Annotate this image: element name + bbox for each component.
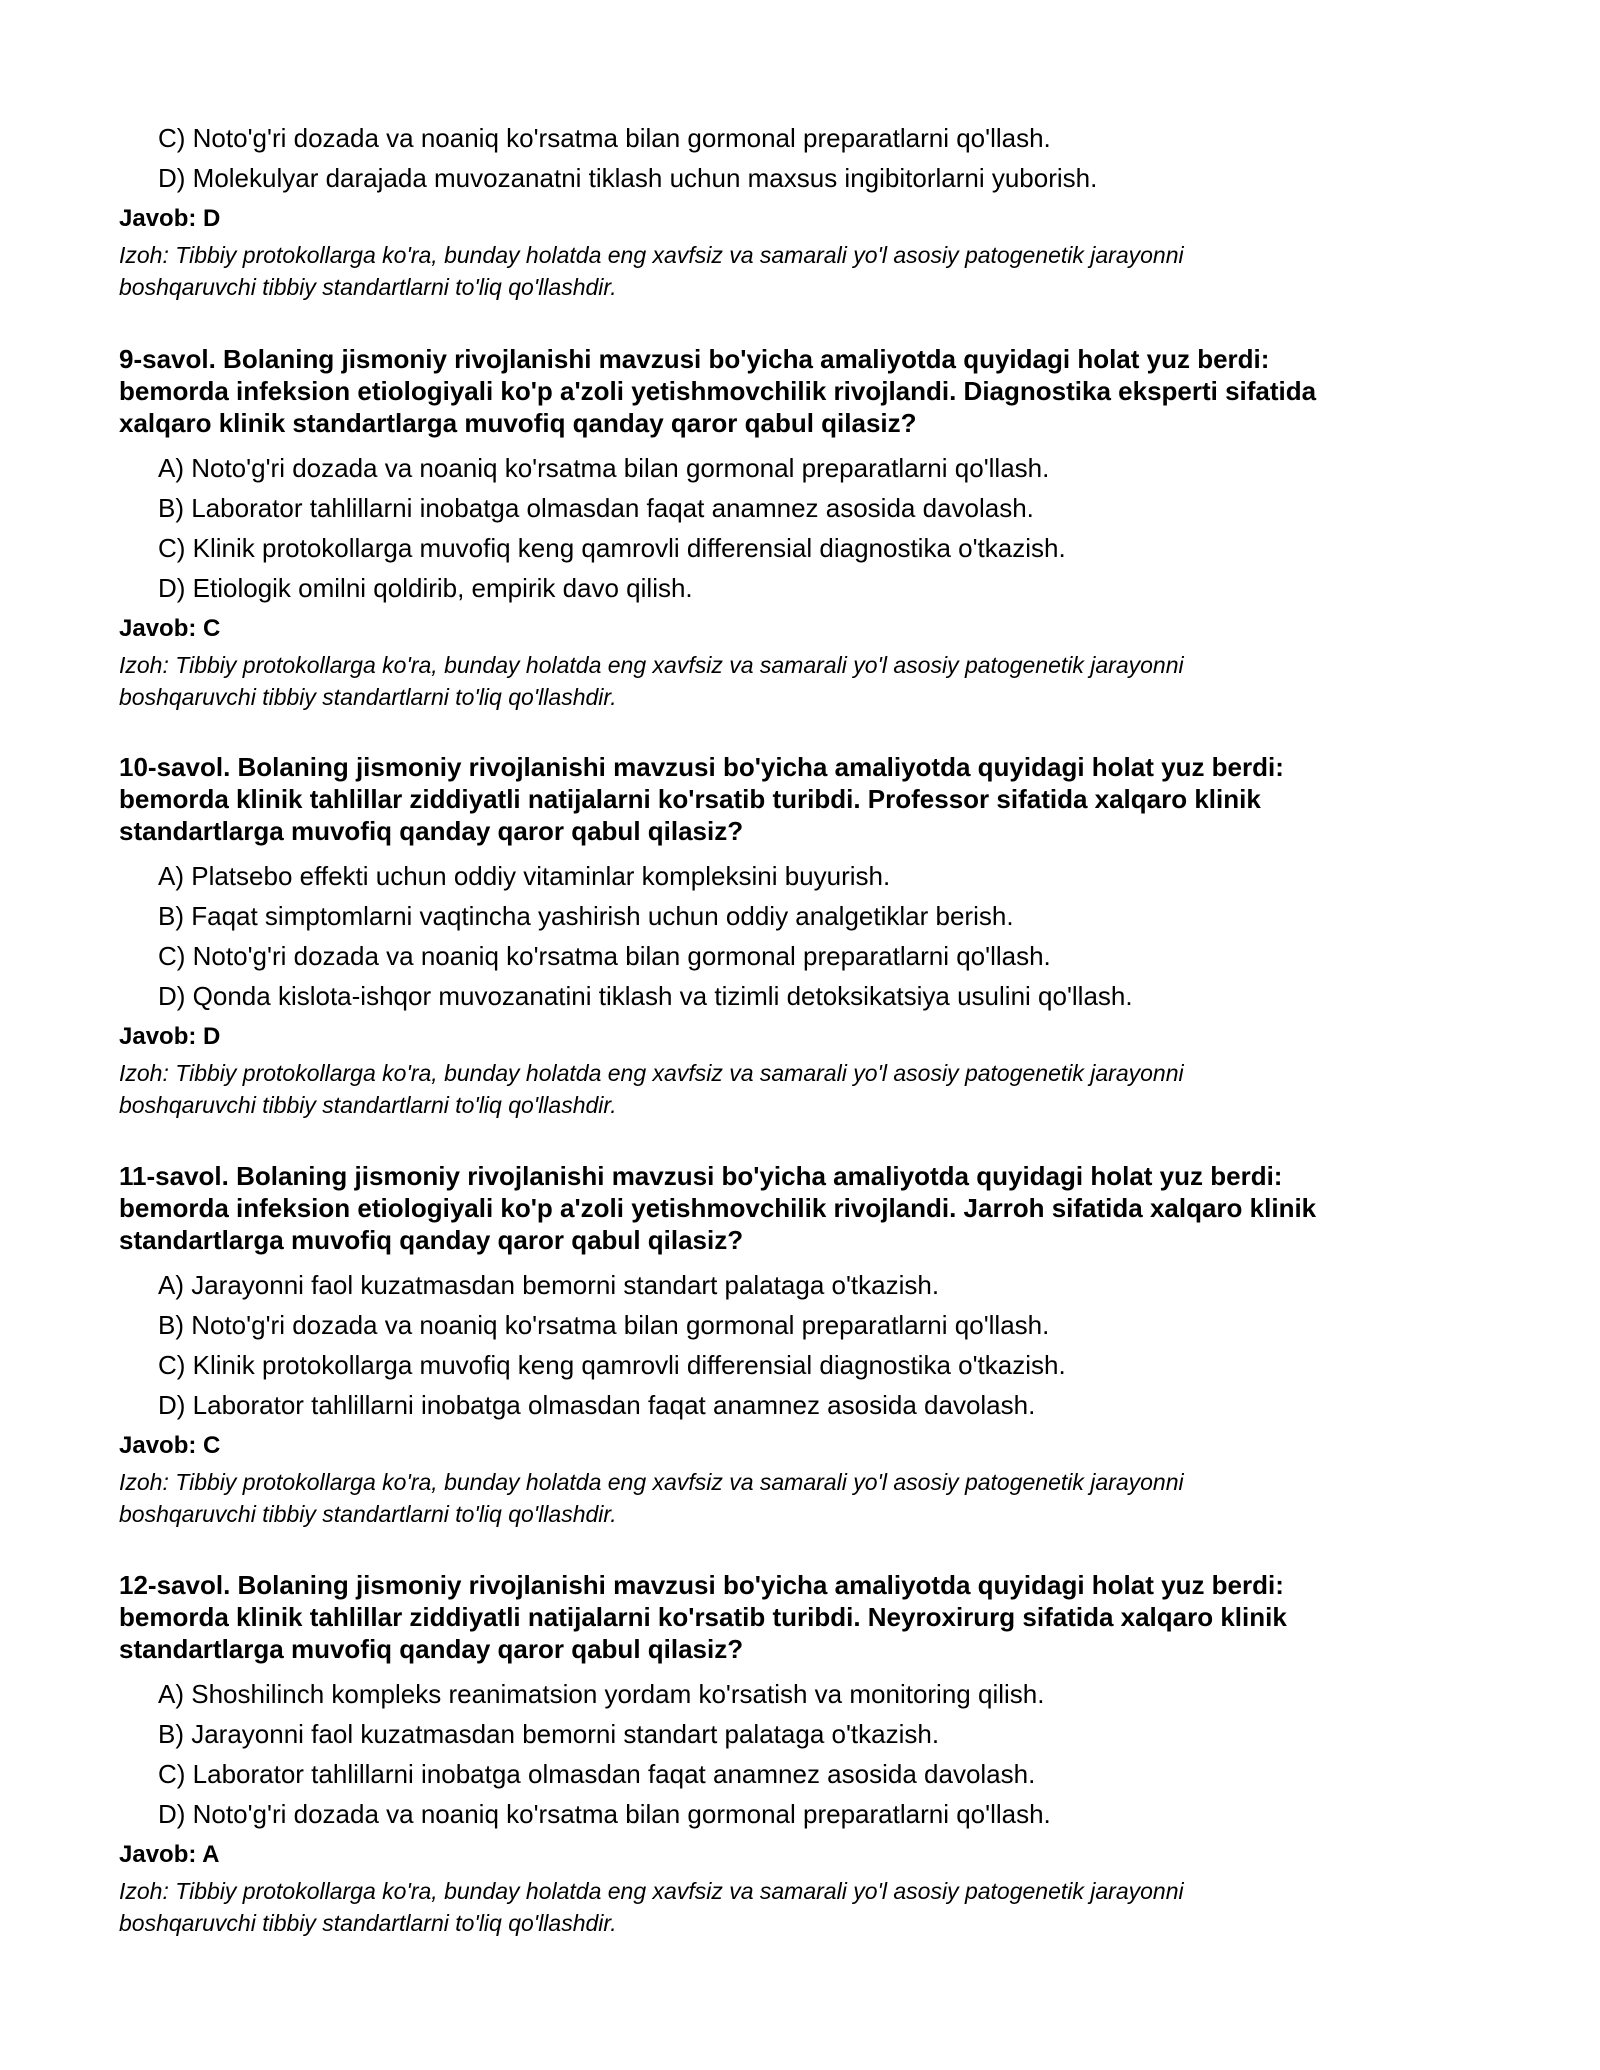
answer-label: Javob: C [119,1432,221,1459]
question-line: bemorda klinik tahlillar ziddiyatli natijalarni ko'rsatib turibdi. Neyroxirurg sifatida xalqaro klinik [119,1602,1287,1632]
answer-label: Javob: D [119,1023,221,1050]
question-line: 12-savol. Bolaning jismoniy rivojlanishi mavzusi bo'yicha amaliyotda quyidagi holat yuz berdi: [119,1570,1284,1600]
question-8-continuation [119,118,1519,303]
option-c: C) Noto'g'ri dozada va noaniq ko'rsatma bilan gormonal preparatlarni qo'llash. [158,123,1051,153]
question-9 [119,343,1519,713]
option-b: B) Faqat simptomlarni vaqtincha yashirish uchun oddiy analgetiklar berish. [158,901,1014,931]
answer-label: Javob: C [119,615,221,642]
question-12 [119,1569,1519,1939]
option-a: A) Platsebo effekti uchun oddiy vitaminlar kompleksini buyurish. [158,861,891,891]
question-11 [119,1160,1519,1530]
option-a: A) Noto'g'ri dozada va noaniq ko'rsatma bilan gormonal preparatlarni qo'llash. [158,453,1050,483]
option-c: C) Klinik protokollarga muvofiq keng qamrovli differensial diagnostika o'tkazish. [158,1350,1066,1380]
question-text [119,343,1519,439]
option-d: D) Laborator tahlillarni inobatga olmasdan faqat anamnez asosida davolash. [158,1390,1036,1420]
question-line: bemorda klinik tahlillar ziddiyatli natijalarni ko'rsatib turibdi. Professor sifatida xalqaro klinik [119,784,1261,814]
option-a: A) Shoshilinch kompleks reanimatsion yordam ko'rsatish va monitoring qilish. [158,1679,1045,1709]
option-b: B) Jarayonni faol kuzatmasdan bemorni standart palataga o'tkazish. [158,1719,940,1749]
explanation [119,1466,1519,1530]
question-line: 9-savol. Bolaning jismoniy rivojlanishi mavzusi bo'yicha amaliyotda quyidagi holat yuz berdi: [119,344,1270,374]
option-c: C) Laborator tahlillarni inobatga olmasdan faqat anamnez asosida davolash. [158,1759,1036,1789]
question-10 [119,751,1519,1121]
answer-label: Javob: A [119,1841,220,1868]
explanation-line: boshqaruvchi tibbiy standartlarni to'liq qo'llashdir. [119,684,617,710]
explanation [119,1057,1519,1121]
option-a: A) Jarayonni faol kuzatmasdan bemorni standart palataga o'tkazish. [158,1270,940,1300]
question-line: 10-savol. Bolaning jismoniy rivojlanishi mavzusi bo'yicha amaliyotda quyidagi holat yuz berdi: [119,752,1284,782]
explanation-line: Izoh: Tibbiy protokollarga ko'ra, bunday holatda eng xavfsiz va samarali yo'l asosiy patogenetik jarayonni [119,1878,1184,1904]
question-line: standartlarga muvofiq qanday qaror qabul qilasiz? [119,816,744,846]
question-line: standartlarga muvofiq qanday qaror qabul qilasiz? [119,1225,744,1255]
question-line: bemorda infeksion etiologiyali ko'p a'zoli yetishmovchilik rivojlandi. Jarroh sifatida xalqaro klinik [119,1193,1317,1223]
answer-label: Javob: D [119,205,221,232]
question-line: standartlarga muvofiq qanday qaror qabul qilasiz? [119,1634,744,1664]
explanation-line: boshqaruvchi tibbiy standartlarni to'liq qo'llashdir. [119,1092,617,1118]
question-line: xalqaro klinik standartlarga muvofiq qanday qaror qabul qilasiz? [119,408,917,438]
explanation-line: Izoh: Tibbiy protokollarga ko'ra, bunday holatda eng xavfsiz va samarali yo'l asosiy patogenetik jarayonni [119,652,1184,678]
option-d: D) Etiologik omilni qoldirib, empirik davo qilish. [158,573,693,603]
question-text [119,751,1519,847]
explanation [119,239,1519,303]
option-b: B) Noto'g'ri dozada va noaniq ko'rsatma bilan gormonal preparatlarni qo'llash. [158,1310,1050,1340]
explanation-line: boshqaruvchi tibbiy standartlarni to'liq qo'llashdir. [119,274,617,300]
explanation [119,649,1519,713]
option-d: D) Qonda kislota-ishqor muvozanatini tiklash va tizimli detoksikatsiya usulini qo'llash. [158,981,1133,1011]
question-line: 11-savol. Bolaning jismoniy rivojlanishi mavzusi bo'yicha amaliyotda quyidagi holat yuz berdi: [119,1161,1283,1191]
question-line: bemorda infeksion etiologiyali ko'p a'zoli yetishmovchilik rivojlandi. Diagnostika eksperti sifatida [119,376,1317,406]
option-b: B) Laborator tahlillarni inobatga olmasdan faqat anamnez asosida davolash. [158,493,1034,523]
explanation-line: Izoh: Tibbiy protokollarga ko'ra, bunday holatda eng xavfsiz va samarali yo'l asosiy patogenetik jarayonni [119,1060,1184,1086]
explanation-line: Izoh: Tibbiy protokollarga ko'ra, bunday holatda eng xavfsiz va samarali yo'l asosiy patogenetik jarayonni [119,242,1184,268]
option-c: C) Klinik protokollarga muvofiq keng qamrovli differensial diagnostika o'tkazish. [158,533,1066,563]
question-text [119,1160,1519,1256]
explanation-line: Izoh: Tibbiy protokollarga ko'ra, bunday holatda eng xavfsiz va samarali yo'l asosiy patogenetik jarayonni [119,1469,1184,1495]
explanation-line: boshqaruvchi tibbiy standartlarni to'liq qo'llashdir. [119,1501,617,1527]
option-c: C) Noto'g'ri dozada va noaniq ko'rsatma bilan gormonal preparatlarni qo'llash. [158,941,1051,971]
explanation-line: boshqaruvchi tibbiy standartlarni to'liq qo'llashdir. [119,1910,617,1936]
question-text [119,1569,1519,1665]
option-d: D) Noto'g'ri dozada va noaniq ko'rsatma bilan gormonal preparatlarni qo'llash. [158,1799,1051,1829]
option-d: D) Molekulyar darajada muvozanatni tiklash uchun maxsus ingibitorlarni yuborish. [158,163,1098,193]
explanation [119,1875,1519,1939]
